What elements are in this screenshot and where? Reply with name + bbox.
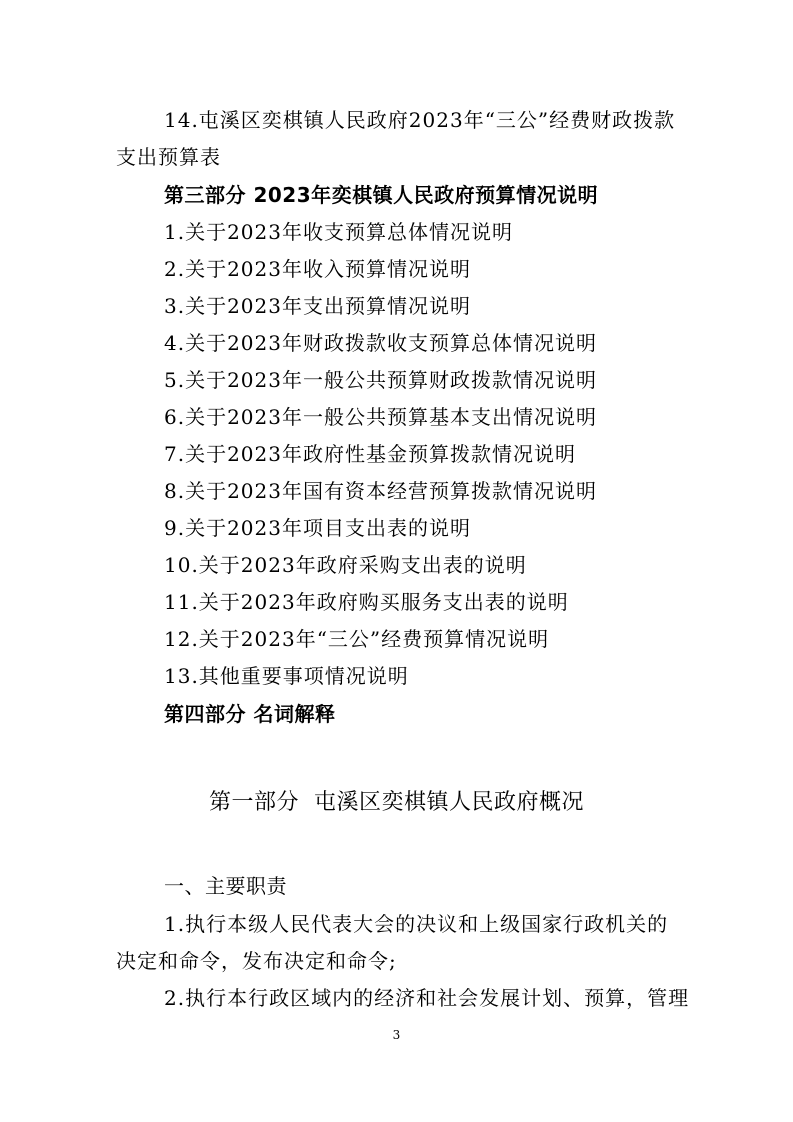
toc-item: 7.关于2023年政府性基金预算拨款情况说明: [164, 442, 576, 466]
toc-item: 13.其他重要事项情况说明: [164, 664, 409, 688]
toc-item: 11.关于2023年政府购买服务支出表的说明: [164, 590, 569, 614]
toc-item: 12.关于2023年“三公”经费预算情况说明: [164, 627, 550, 651]
page-number: 3: [392, 1028, 401, 1042]
toc-item: 10.关于2023年政府采购支出表的说明: [164, 553, 527, 577]
duty-1-line1: 1.执行本级人民代表大会的决议和上级国家行政机关的: [164, 912, 669, 936]
part1-heading: 第一部分 屯溪区奕棋镇人民政府概况: [209, 790, 584, 815]
toc-item: 8.关于2023年国有资本经营预算拨款情况说明: [164, 479, 597, 503]
duties-subheading: 一、主要职责: [164, 874, 287, 898]
toc-item-14-line2: 支出预算表: [116, 145, 221, 169]
duty-1-line2: 决定和命令，发布决定和命令;: [116, 949, 397, 973]
toc-item: 9.关于2023年项目支出表的说明: [164, 516, 471, 540]
part4-heading: 第四部分 名词解释: [164, 702, 336, 726]
toc-item: 3.关于2023年支出预算情况说明: [164, 294, 471, 318]
toc-item-14-line1: 14.屯溪区奕棋镇人民政府2023年“三公”经费财政拨款: [164, 108, 676, 132]
part3-heading: 第三部分 2023年奕棋镇人民政府预算情况说明: [164, 183, 599, 207]
toc-item: 5.关于2023年一般公共预算财政拨款情况说明: [164, 368, 597, 392]
toc-item: 4.关于2023年财政拨款收支预算总体情况说明: [164, 331, 597, 355]
toc-item: 2.关于2023年收入预算情况说明: [164, 257, 471, 281]
duty-2-line1: 2.执行本行政区域内的经济和社会发展计划、预算，管理: [164, 986, 690, 1010]
toc-item: 1.关于2023年收支预算总体情况说明: [164, 220, 513, 244]
toc-item: 6.关于2023年一般公共预算基本支出情况说明: [164, 405, 597, 429]
